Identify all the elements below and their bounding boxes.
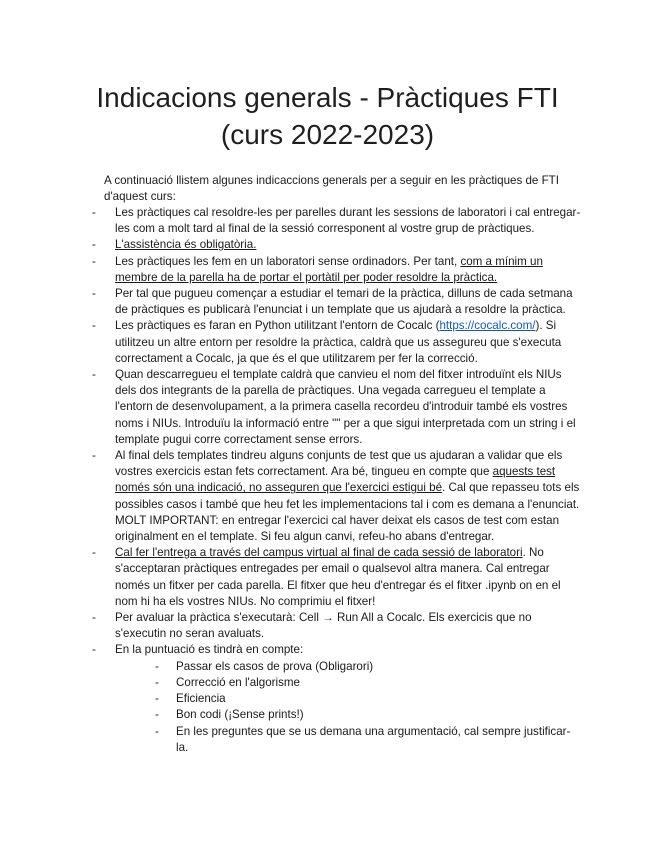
bullet-dash: - xyxy=(92,254,96,268)
bullet-dash: - xyxy=(155,724,159,738)
list-item xyxy=(92,205,582,237)
sublist-item-text: Correcció en l'algorisme xyxy=(176,675,300,689)
list-item-text: . Cal que repasseu tots els possibles casos i també que heu fet les implementacions tal i com es demana a l'enunciat. MOLT IMPORTANT: en entregar l'exercici cal haver deixat els casos de test com estan originalment en el template. Si feu algun canvi, refeu-ho abans d'entregar. xyxy=(115,481,580,544)
bullet-dash: - xyxy=(92,206,96,219)
sublist-item-text: Eficiencia xyxy=(176,692,226,706)
bullet-dash: - xyxy=(155,659,159,673)
sublist-item xyxy=(115,691,582,707)
list-item xyxy=(92,237,582,253)
sublist-item xyxy=(115,724,582,756)
sublist-item-text: Bon codi (¡Sense prints!) xyxy=(176,708,304,722)
attendance-underlined-text: L'assistència és obligatòria. xyxy=(115,238,257,252)
guidelines-list xyxy=(92,205,582,756)
sublist-item xyxy=(115,675,582,691)
list-item-text: En la puntuació es tindrà en compte: xyxy=(115,643,304,657)
list-item-text: Per avaluar la pràctica s'executarà: Cell → Run All a Cocalc. Els exercicis que no s'executin no seran avaluats. xyxy=(115,611,532,641)
list-item xyxy=(92,448,582,545)
bullet-dash: - xyxy=(92,319,96,333)
bullet-dash: - xyxy=(92,546,96,560)
grading-sublist xyxy=(115,659,582,756)
laptop-underlined-text: com a mínim un membre de la parella ha de portar el portàtil per poder resoldre la pràctica. xyxy=(115,254,543,284)
list-item xyxy=(92,286,582,318)
bullet-dash: - xyxy=(92,287,96,301)
list-item xyxy=(92,545,582,610)
list-item-text: Quan descarregueu el template caldrà que canvieu el nom del fitxer introduïnt els NIUs dels dos integrants de la parella de pràctiques. Una vegada carregueu el template a l'entorn de desenvolupament, a la primera casella recordeu d'introduir també els vostres noms i NIUs. Introduïu la informació entre "" per a que sigui interpretada com un string i el template pugui corre correctament sense errors. xyxy=(115,368,576,446)
list-item-text: Les pràctiques es faran en Python utilitzant l'entorn de Cocalc ( xyxy=(115,319,440,333)
bullet-dash: - xyxy=(92,449,96,463)
list-item xyxy=(92,318,582,367)
list-item xyxy=(92,367,582,448)
sublist-item xyxy=(115,707,582,723)
document-title-line-2: (curs 2022-2023) xyxy=(220,119,435,150)
list-item-text: Al final dels templates tindreu alguns conjunts de test que us ajudaran a validar que els vostres exercicis estan fets correctament. Ara bé, tingueu en compte que xyxy=(115,449,563,479)
bullet-dash: - xyxy=(155,708,159,722)
list-item-text: Per tal que pugueu començar a estudiar el temari de la pràctica, dilluns de cada setmana de pràctiques es publicarà l'enunciat i un template que us ajudarà a resoldre la pràctica. xyxy=(115,287,573,317)
list-item-text: Les pràctiques cal resoldre-les per parelles durant les sessions de laboratori i cal entregar-les com a molt tard al final de la sessió corresponent al vostre grup de pràctiques. xyxy=(115,206,581,236)
cocalc-link[interactable]: https://cocalc.com/ xyxy=(439,319,536,333)
bullet-dash: - xyxy=(92,643,96,657)
sublist-item xyxy=(115,659,582,675)
list-item xyxy=(92,610,582,642)
submission-underlined-text: Cal fer l'entrega a través del campus virtual al final de cada sessió de laboratori xyxy=(115,546,523,560)
list-item-text: Les pràctiques les fem en un laboratori sense ordinadors. Per tant, xyxy=(115,254,461,268)
bullet-dash: - xyxy=(155,692,159,706)
sublist-item-text: En les preguntes que se us demana una argumentació, cal sempre justificar-la. xyxy=(176,724,571,754)
sublist-item-text: Passar els casos de prova (Obligarori) xyxy=(176,659,374,673)
list-item xyxy=(92,642,582,755)
list-item xyxy=(92,254,582,286)
bullet-dash: - xyxy=(92,611,96,625)
bullet-dash: - xyxy=(155,675,159,689)
bullet-dash: - xyxy=(92,238,96,252)
bullet-dash: - xyxy=(92,368,96,382)
intro-paragraph: A continuació llistem algunes indicaccions generals per a seguir en les pràctiques de FTI d'aquest curs: xyxy=(104,174,559,204)
list-item-text: ). Si utilitzeu un altre entorn per resoldre la pràctica, caldrà que us assegureu que s'executa correctament a Cocalc, ja que és el que utilitzarem per fer la correcció. xyxy=(115,319,562,365)
list-item-text: . No s'acceptaran pràctiques entregades per email o qualsevol altra manera. Cal entregar només un fitxer per cada parella. El fitxer que heu d'entregar és el fitxer .ipynb on en el nom hi ha els vostres NIUs. No comprimiu el fitxer! xyxy=(115,546,561,608)
tests-underlined-text: aquests test només són una indicació, no asseguren que l'exercici estigui bé xyxy=(115,465,556,495)
document-title-line-1: Indicacions generals - Pràctiques FTI xyxy=(96,82,559,113)
